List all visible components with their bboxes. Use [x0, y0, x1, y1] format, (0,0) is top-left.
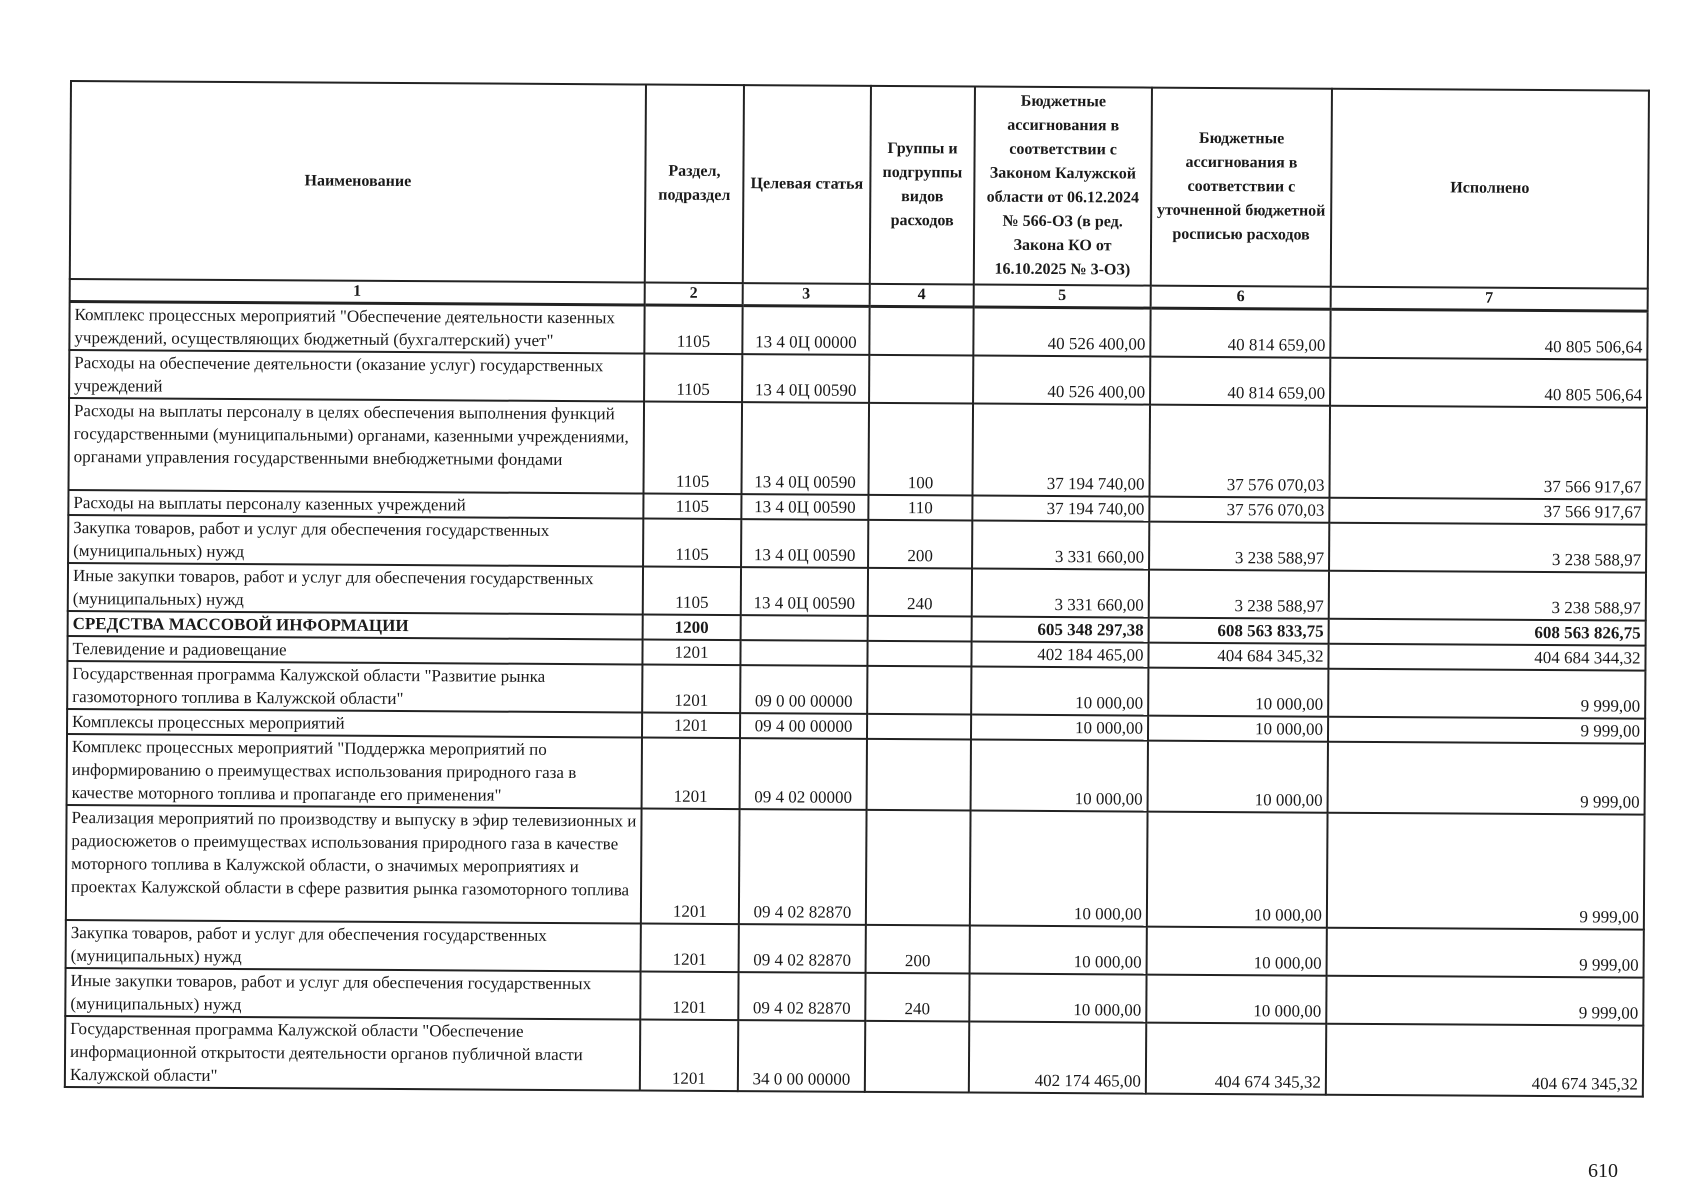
col-header-law-allocations: Бюджетные ассигнования в соответствии с Законом Калужской области от 06.12.2024 № 566-ОЗ (в ред. Закона КО от 16.10.2025 № 3-ОЗ): [974, 87, 1152, 286]
row-refined-amount: 37 576 070,03: [1149, 497, 1329, 523]
row-executed-amount: 3 238 588,97: [1329, 571, 1646, 621]
row-name: Расходы на выплаты персоналу в целях обеспечения выполнения функций государственными (муниципальными) органами, казенными учреждениями, органами управления государственными внебюджетными фондами: [68, 398, 644, 494]
row-expense-group: [867, 666, 971, 715]
row-name: Закупка товаров, работ и услуг для обеспечения государственных (муниципальных) нужд: [68, 515, 643, 567]
row-refined-amount: 10 000,00: [1146, 975, 1326, 1024]
row-target-article: 34 0 00 00000: [738, 1020, 865, 1092]
row-target-article: [741, 615, 868, 641]
col-header-target-article: Целевая статья: [743, 85, 871, 284]
row-refined-amount: 10 000,00: [1147, 927, 1327, 976]
row-name: СРЕДСТВА МАССОВОЙ ИНФОРМАЦИИ: [68, 611, 643, 640]
col-number: 2: [645, 283, 743, 306]
row-name: Закупка товаров, работ и услуг для обеспечения государственных (муниципальных) нужд: [66, 920, 641, 972]
row-executed-amount: 9 999,00: [1327, 813, 1645, 930]
row-section: 1201: [641, 809, 740, 925]
table-row: [66, 805, 1645, 930]
col-number: 3: [743, 283, 870, 306]
row-law-amount: 3 331 660,00: [972, 569, 1149, 618]
row-section: 1105: [643, 402, 742, 495]
row-target-article: 13 4 0Ц 00590: [741, 519, 868, 568]
budget-table-sheet: [64, 80, 1648, 1098]
row-refined-amount: 40 814 659,00: [1150, 308, 1330, 358]
row-target-article: 09 4 02 82870: [739, 924, 866, 973]
row-name: Телевидение и радиовещание: [67, 636, 642, 665]
row-executed-amount: 9 999,00: [1328, 742, 1645, 815]
row-law-amount: 10 000,00: [970, 926, 1147, 975]
row-target-article: 13 4 0Ц 00590: [741, 494, 868, 520]
row-executed-amount: 3 238 588,97: [1329, 523, 1646, 573]
row-expense-group: 110: [868, 495, 972, 521]
row-section: 1105: [643, 519, 741, 568]
row-name: Реализация мероприятий по производству и выпуску в эфир телевизионных и радиосюжетов о преимуществах использования природного газа в качестве моторного топлива в Калужской области, о значимых мероприятиях и проектах Калужской области в сфере развития рынка газомоторного топлива: [66, 805, 642, 924]
row-law-amount: 3 331 660,00: [972, 521, 1149, 570]
row-section: 1201: [642, 640, 740, 666]
row-section: 1200: [643, 615, 741, 641]
row-name: Расходы на выплаты персоналу казенных учреждений: [68, 490, 643, 519]
row-expense-group: [866, 810, 971, 926]
col-header-refined-allocations: Бюджетные ассигнования в соответствии с уточненной бюджетной росписью расходов: [1151, 88, 1332, 287]
row-name: Государственная программа Калужской области "Развитие рынка газомоторного топлива в Калужской области": [67, 661, 642, 713]
row-refined-amount: 404 684 345,32: [1148, 643, 1328, 669]
row-expense-group: 100: [868, 403, 973, 496]
row-law-amount: 605 348 297,38: [972, 617, 1149, 643]
col-number: 1: [70, 279, 645, 305]
row-expense-group: [867, 739, 971, 811]
row-executed-amount: 9 999,00: [1328, 717, 1645, 744]
row-target-article: 09 4 02 82870: [739, 809, 867, 925]
row-refined-amount: 3 238 588,97: [1149, 522, 1329, 571]
row-refined-amount: 10 000,00: [1148, 716, 1328, 742]
table-row: [65, 1016, 1643, 1097]
row-section: 1201: [640, 972, 738, 1021]
row-expense-group: 200: [866, 925, 970, 974]
row-name: Иные закупки товаров, работ и услуг для обеспечения государственных (муниципальных) нужд: [65, 968, 640, 1020]
col-header-section: Раздел, подраздел: [645, 85, 744, 284]
row-law-amount: 10 000,00: [969, 974, 1146, 1023]
row-refined-amount: 10 000,00: [1148, 668, 1328, 717]
row-executed-amount: 37 566 917,67: [1329, 406, 1647, 500]
row-executed-amount: 404 684 344,32: [1328, 644, 1645, 671]
header-row: [70, 81, 1649, 289]
row-expense-group: 240: [868, 568, 972, 617]
row-expense-group: [867, 641, 971, 667]
row-target-article: 09 4 00 00000: [740, 713, 867, 739]
row-target-article: 13 4 0Ц 00000: [742, 306, 869, 355]
row-law-amount: 37 194 740,00: [972, 404, 1150, 497]
budget-table: [64, 80, 1650, 1098]
row-expense-group: [869, 306, 973, 355]
row-law-amount: 402 184 465,00: [971, 642, 1148, 668]
row-expense-group: [868, 616, 972, 642]
row-name: Комплекс процессных мероприятий "Поддержка мероприятий по информированию о преимуществах использования природного газа в качестве моторного топлива и пропаганде его применения": [67, 734, 642, 809]
row-target-article: 13 4 0Ц 00590: [741, 402, 869, 495]
row-target-article: 09 0 00 00000: [740, 665, 867, 714]
row-law-amount: 10 000,00: [971, 715, 1148, 741]
row-law-amount: 10 000,00: [971, 740, 1148, 812]
row-law-amount: 10 000,00: [970, 811, 1148, 927]
col-number: 5: [974, 285, 1151, 309]
row-section: 1201: [642, 713, 740, 739]
row-executed-amount: 608 563 826,75: [1329, 619, 1646, 646]
row-executed-amount: 9 999,00: [1326, 976, 1643, 1026]
row-law-amount: 402 174 465,00: [969, 1022, 1146, 1094]
row-target-article: 13 4 0Ц 00590: [741, 567, 868, 616]
col-number: 6: [1151, 286, 1331, 310]
row-refined-amount: 608 563 833,75: [1149, 618, 1329, 644]
row-name: Расходы на обеспечение деятельности (оказание услуг) государственных учреждений: [69, 350, 644, 402]
col-header-expense-groups: Группы и подгруппы видов расходов: [870, 86, 975, 285]
row-section: 1105: [644, 305, 742, 354]
row-section: 1105: [644, 354, 742, 403]
row-executed-amount: 40 805 506,64: [1330, 358, 1647, 408]
row-section: 1201: [640, 1020, 738, 1092]
row-expense-group: 240: [865, 973, 969, 1022]
row-refined-amount: 3 238 588,97: [1149, 570, 1329, 619]
row-expense-group: 200: [868, 520, 972, 569]
row-name: Комплексы процессных мероприятий: [67, 709, 642, 738]
row-expense-group: [865, 1021, 969, 1093]
table-row: [68, 398, 1647, 500]
col-header-executed: Исполнено: [1331, 89, 1649, 289]
row-law-amount: 40 526 400,00: [973, 356, 1150, 405]
row-name: Комплекс процессных мероприятий "Обеспечение деятельности казенных учреждений, осуществляющих бюджетный (бухгалтерский) учет": [69, 302, 644, 354]
row-executed-amount: 37 566 917,67: [1329, 498, 1646, 525]
row-section: 1201: [642, 665, 740, 714]
row-law-amount: 10 000,00: [971, 667, 1148, 716]
row-refined-amount: 10 000,00: [1148, 741, 1328, 813]
row-refined-amount: 40 814 659,00: [1150, 357, 1330, 406]
row-section: 1105: [643, 567, 741, 616]
row-expense-group: [867, 714, 971, 740]
row-law-amount: 40 526 400,00: [973, 307, 1150, 357]
row-law-amount: 37 194 740,00: [972, 496, 1149, 522]
row-section: 1105: [643, 494, 741, 520]
row-expense-group: [869, 355, 973, 404]
row-name: Государственная программа Калужской области "Обеспечение информационной открытости деятельности органов публичной власти Калужской области": [65, 1016, 640, 1091]
row-executed-amount: 9 999,00: [1328, 669, 1645, 719]
table-row: [67, 734, 1645, 815]
row-section: 1201: [642, 738, 740, 810]
col-number: 4: [870, 284, 974, 307]
row-refined-amount: 404 674 345,32: [1146, 1023, 1326, 1095]
row-executed-amount: 40 805 506,64: [1330, 309, 1647, 359]
row-target-article: 13 4 0Ц 00590: [742, 354, 869, 403]
row-executed-amount: 404 674 345,32: [1326, 1024, 1643, 1097]
row-executed-amount: 9 999,00: [1327, 928, 1644, 978]
row-target-article: 09 4 02 00000: [740, 738, 867, 810]
page-number: 610: [1588, 1160, 1618, 1182]
row-section: 1201: [641, 924, 739, 973]
row-target-article: 09 4 02 82870: [738, 972, 865, 1021]
row-refined-amount: 10 000,00: [1147, 812, 1328, 928]
col-header-name: Наименование: [70, 81, 646, 283]
row-name: Иные закупки товаров, работ и услуг для обеспечения государственных (муниципальных) нужд: [68, 563, 643, 615]
col-number: 7: [1331, 287, 1648, 311]
row-target-article: [740, 640, 867, 666]
row-refined-amount: 37 576 070,03: [1149, 405, 1330, 498]
